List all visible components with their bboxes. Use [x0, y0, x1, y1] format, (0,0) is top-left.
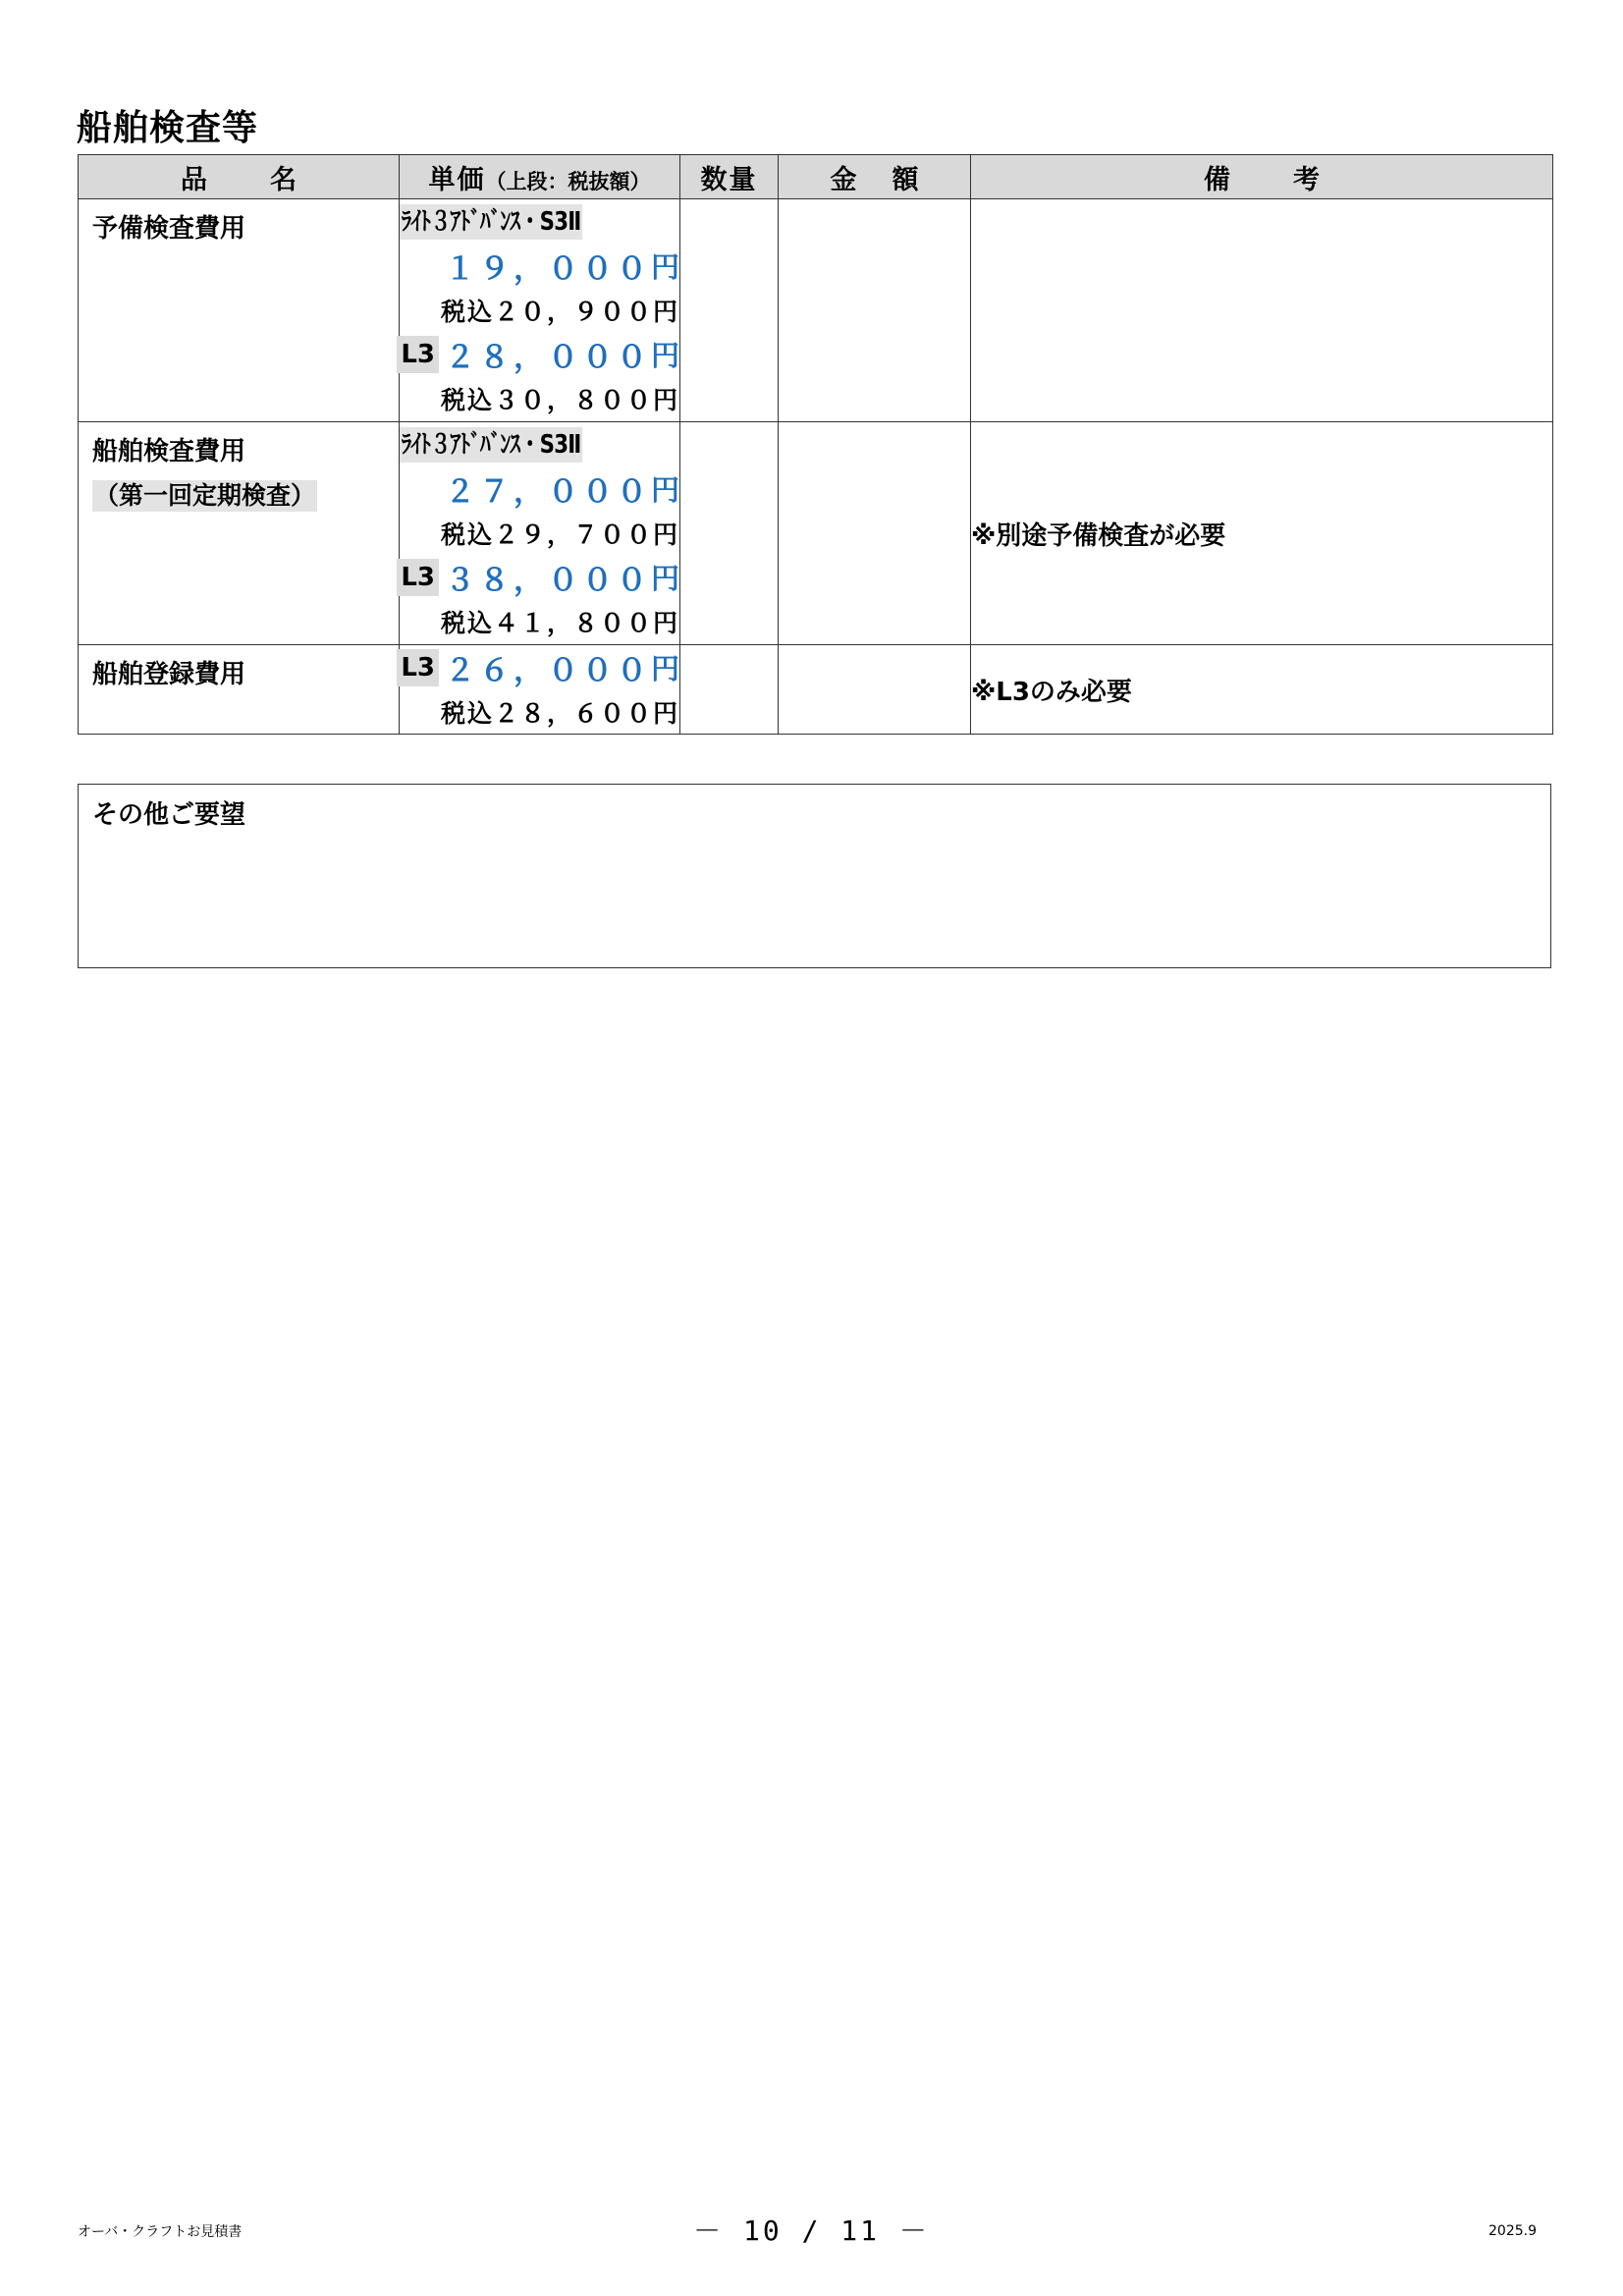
other-requests-box[interactable] [78, 784, 1551, 968]
item-name: 予備検査費用 [92, 214, 246, 244]
amount-cell[interactable] [779, 199, 971, 422]
item-name-cell [79, 422, 400, 645]
model-price: １９，０００ [444, 251, 651, 287]
l3-label: L3 [397, 559, 439, 596]
header-remarks: 備考 [971, 155, 1553, 199]
header-unit-price-note: （上段：税抜額） [485, 169, 651, 193]
yen-suffix: 円 [650, 562, 679, 595]
item-name-cell [79, 199, 400, 422]
footer-date: 2025.9 [1488, 2223, 1537, 2239]
section-title: 船舶検査等 [77, 108, 259, 148]
other-requests-label: その他ご要望 [92, 800, 246, 830]
l3-tax-price: 税込４１，８００円 [440, 608, 679, 637]
unit-price-cell [400, 645, 680, 735]
remark-cell: ※別途予備検査が必要 [971, 422, 1553, 645]
table-header-row [79, 155, 1553, 199]
l3-tax-price: 税込３０，８００円 [440, 385, 679, 414]
unit-price-cell [400, 199, 680, 422]
l3-price: ２６，０００ [444, 653, 651, 688]
table-row [79, 199, 1553, 422]
item-name: 船舶検査費用 [92, 437, 246, 466]
amount-cell[interactable] [779, 422, 971, 645]
model-tax-price: 税込２９，７００円 [440, 519, 679, 549]
l3-label: L3 [397, 649, 439, 686]
header-item: 品名 [79, 155, 400, 199]
header-quantity: 数量 [680, 155, 779, 199]
l3-label: L3 [397, 336, 439, 373]
table-row [79, 645, 1553, 735]
remark-cell [971, 199, 1553, 422]
footer-page-number: － 10 / 11 － [693, 2214, 930, 2247]
remark-cell: ※L3のみ必要 [971, 645, 1553, 735]
l3-price: ２８，０００ [444, 340, 651, 375]
yen-suffix: 円 [650, 339, 679, 372]
header-unit-price: 単価（上段：税抜額） [400, 155, 680, 199]
quantity-cell[interactable] [680, 199, 779, 422]
header-amount: 金額 [779, 155, 971, 199]
unit-price-cell [400, 422, 680, 645]
amount-cell[interactable] [779, 645, 971, 735]
l3-tax-price: 税込２８，６００円 [440, 698, 679, 728]
model-tax-price: 税込２０，９００円 [440, 297, 679, 326]
l3-price: ３８，０００ [444, 563, 651, 598]
quantity-cell[interactable] [680, 645, 779, 735]
yen-suffix: 円 [650, 652, 679, 685]
footer-document-name: オーバ・クラフトお見積書 [78, 2224, 243, 2240]
yen-suffix: 円 [650, 250, 679, 284]
model-price: ２７，０００ [444, 474, 651, 510]
item-name: 船舶登録費用 [92, 660, 246, 689]
table-row [79, 422, 1553, 645]
quantity-cell[interactable] [680, 422, 779, 645]
model-label: ﾗｲﾄ３ｱﾄﾞﾊﾞﾝｽ・S3Ⅱ [400, 427, 582, 463]
item-name-cell [79, 645, 400, 735]
yen-suffix: 円 [650, 473, 679, 507]
item-name-sub: （第一回定期検査） [94, 481, 316, 510]
model-label: ﾗｲﾄ３ｱﾄﾞﾊﾞﾝｽ・S3Ⅱ [400, 204, 582, 240]
estimate-table [78, 154, 1553, 735]
